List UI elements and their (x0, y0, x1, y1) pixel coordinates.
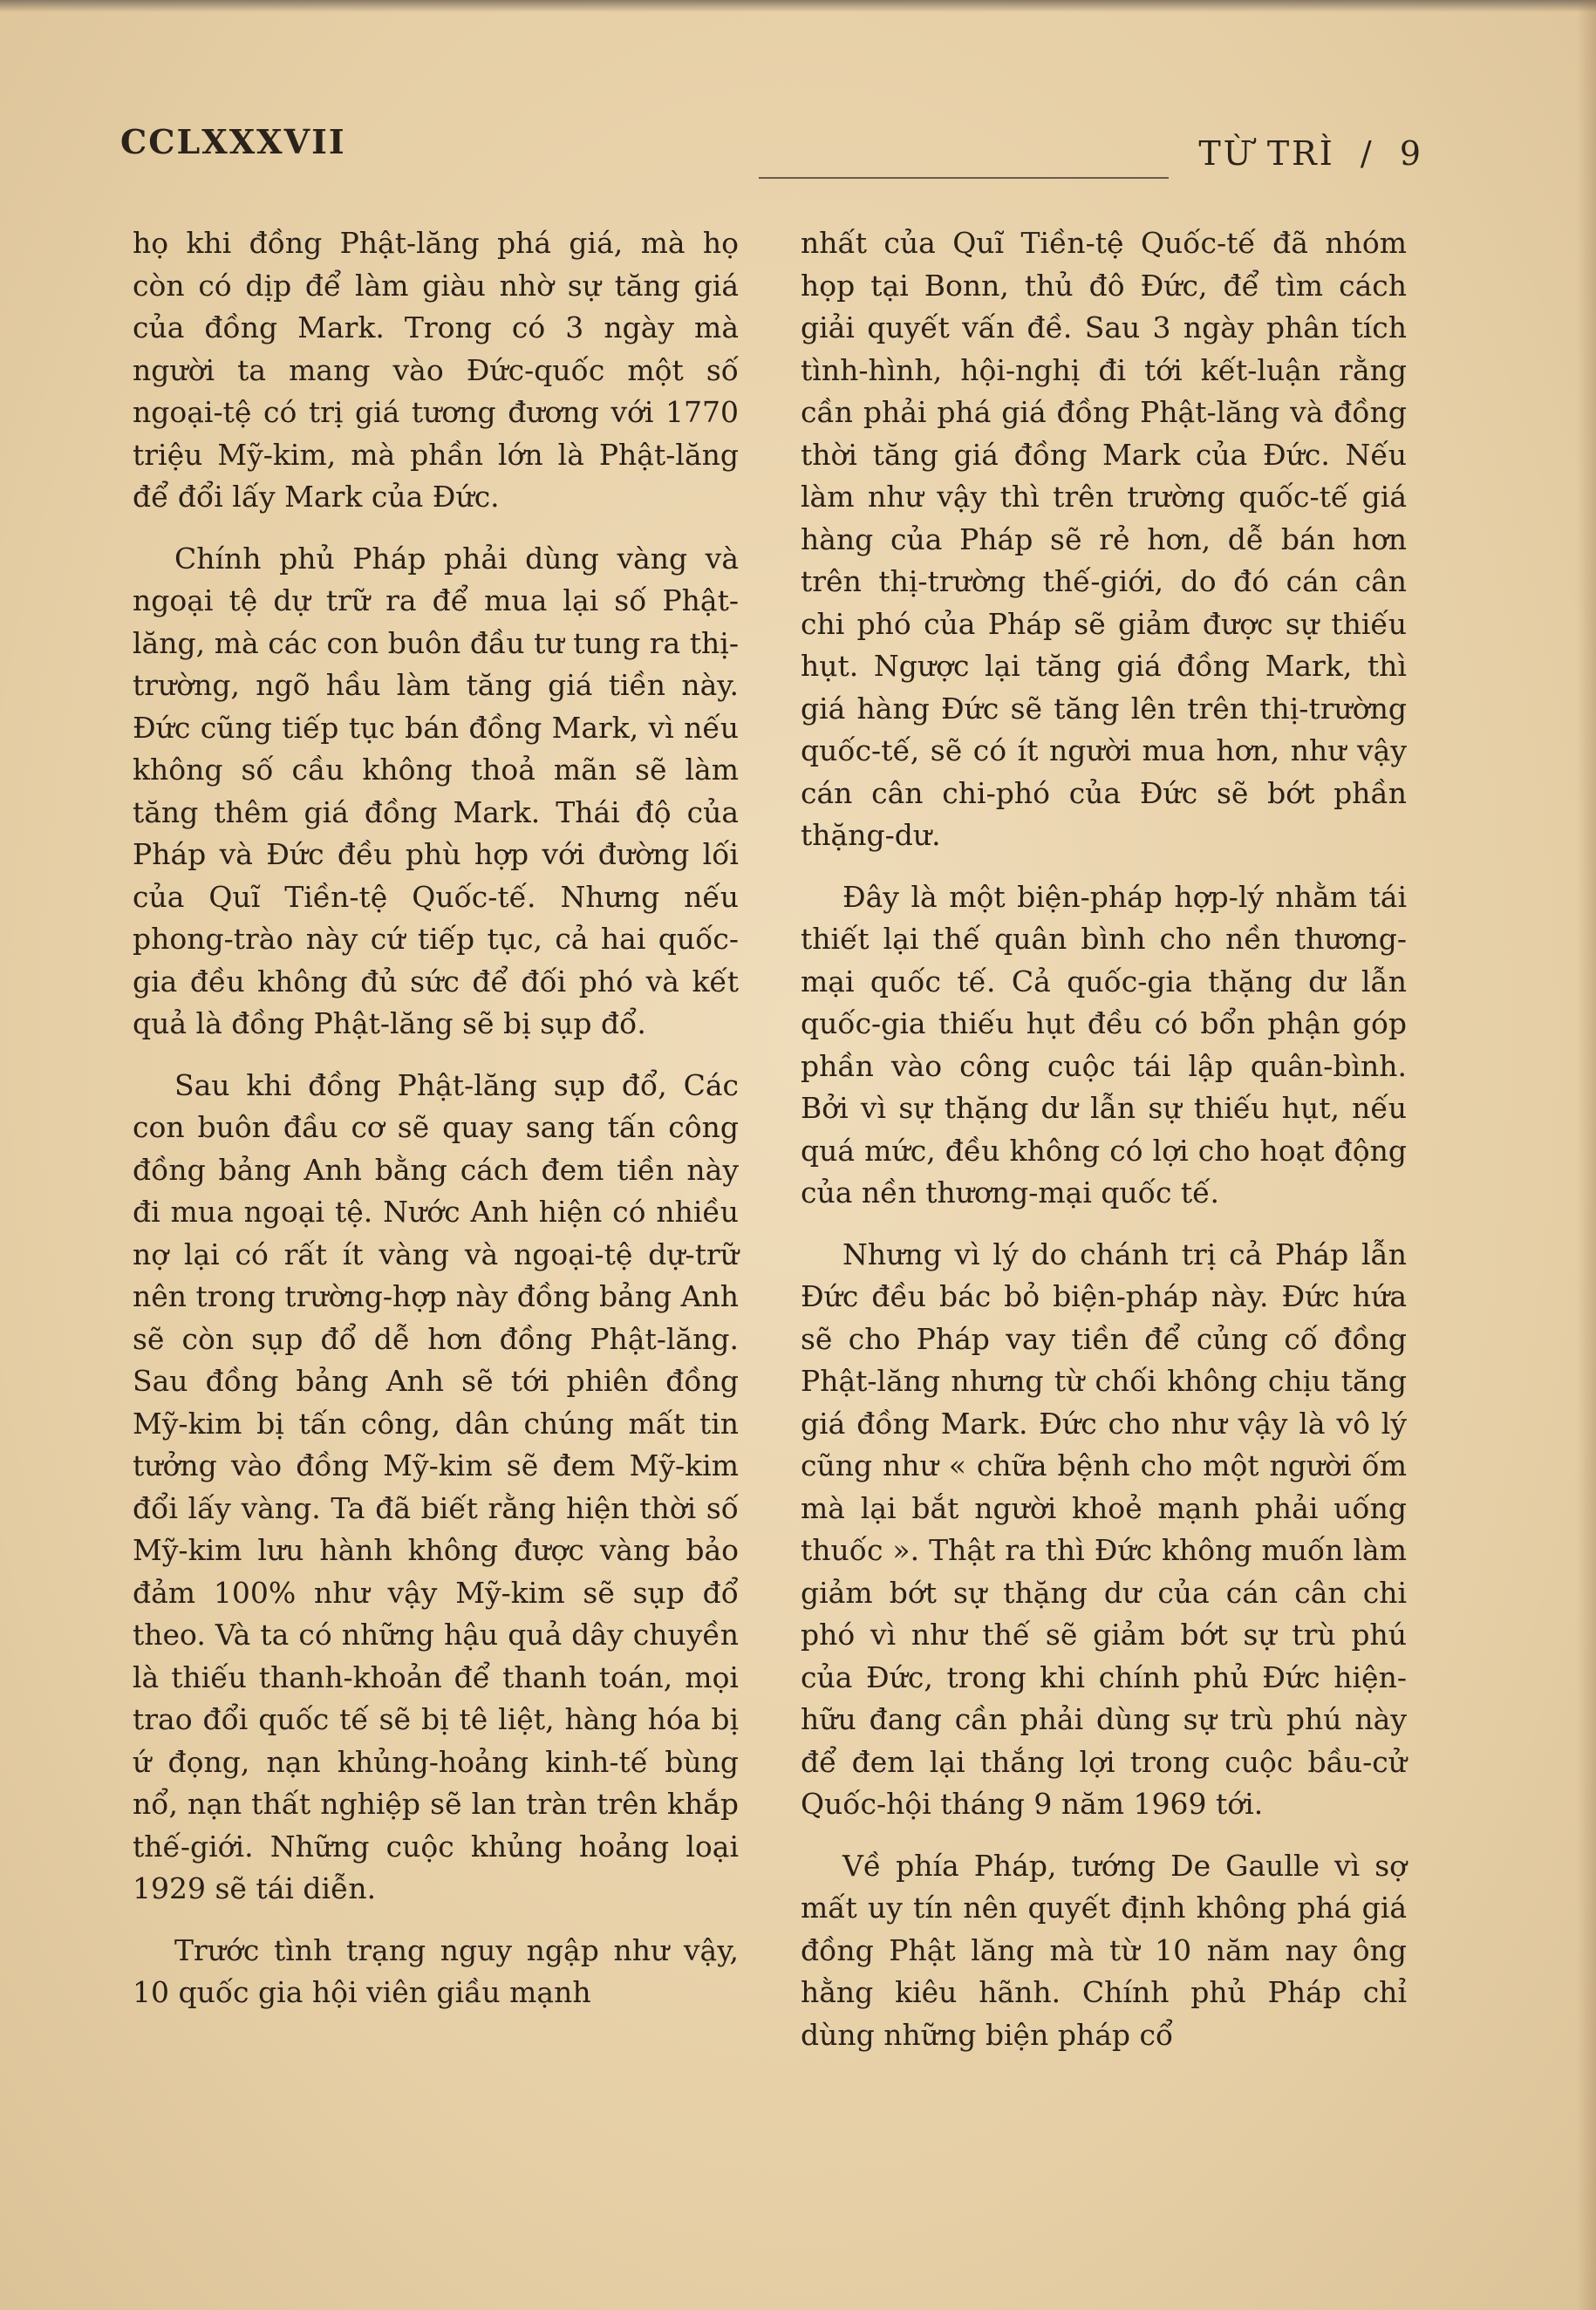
paragraph: họ khi đồng Phật-lăng phá giá, mà họ còn có dịp để làm giàu nhờ sự tăng giá của đồng Mark. Trong có 3 ngày mà người ta mang vào Đức-quốc một số ngoại-tệ có trị giá tương đương với 1770 triệu Mỹ-kim, mà phần lớn là Phật-lăng để đổi lấy Mark của Đức. (133, 226, 739, 514)
paragraph: Sau khi đồng Phật-lăng sụp đổ, Các con buôn đầu cơ sẽ quay sang tấn công đồng bảng Anh bằng cách đem tiền này đi mua ngoại tệ. Nước Anh hiện có nhiều nợ lại có rất ít vàng và ngoại-tệ dự-trữ nên trong trường-hợp này đồng bảng Anh sẽ còn sụp đổ dễ hơn đồng Phật-lăng. Sau đồng bảng Anh sẽ tới phiên đồng Mỹ-kim bị tấn công, dân chúng mất tin tưởng vào đồng Mỹ-kim sẽ đem Mỹ-kim đổi lấy vàng. Ta đã biết rằng hiện thời số Mỹ-kim lưu hành không được vàng bảo đảm 100% như vậy Mỹ-kim sẽ sụp đổ theo. Và ta có những hậu quả dây chuyền là thiếu thanh-khoản để thanh toán, mọi trao đổi quốc tế sẽ bị tê liệt, hàng hóa bị ứ đọng, nạn khủng-hoảng kinh-tế bùng nổ, nạn thất nghiệp sẽ lan tràn trên khắp thế-giới. Những cuộc khủng hoảng loại 1929 sẽ tái diễn. (133, 1067, 739, 1905)
header-separator: / (1360, 134, 1374, 173)
paragraph: Trước tình trạng nguy ngập như vậy, 10 quốc gia hội viên giầu mạnh (133, 1932, 739, 2009)
paragraph: Chính phủ Pháp phải dùng vàng và ngoại tệ dự trữ ra để mua lại số Phật-lăng, mà các con buôn đầu tư tung ra thị-trường, ngõ hầu làm tăng giá tiền này. Đức cũng tiếp tục bán đồng Mark, vì nếu không số cầu không thoả mãn sẽ làm tăng thêm giá đồng Mark. Thái độ của Pháp và Đức đều phù hợp với đường lối của Quĩ Tiền-tệ Quốc-tế. Nhưng nếu phong-trào này cứ tiếp tục, cả hai quốc-gia đều không đủ sức để đối phó và kết quả là đồng Phật-lăng sẽ bị sụp đổ. (133, 541, 739, 1040)
page-number: 9 (1399, 134, 1423, 173)
section-number: CCLXXXVII (120, 122, 346, 161)
running-title: TỪ TRÌ (1198, 134, 1335, 173)
running-header (1198, 134, 1423, 173)
right-column (801, 222, 1407, 2075)
paragraph: Nhưng vì lý do chánh trị cả Pháp lẫn Đức đều bác bỏ biện-pháp này. Đức hứa sẽ cho Pháp vay tiền để củng cố đồng Phật-lăng nhưng từ chối không chịu tăng giá đồng Mark. Đức cho như vậy là vô lý cũng như « chữa bệnh cho một người ốm mà lại bắt người khoẻ mạnh phải uống thuốc ». Thật ra thì Đức không muốn làm giảm bớt sự thặng dư của cán cân chi phó vì như thế sẽ giảm bớt sự trù phú của Đức, trong khi chính phủ Đức hiện-hữu đang cần phải dùng sự trù phú này để đem lại thắng lợi trong cuộc bầu-cử Quốc-hội tháng 9 năm 1969 tới. (801, 1237, 1407, 1821)
paragraph: Về phía Pháp, tướng De Gaulle vì sợ mất uy tín nên quyết định không phá giá đồng Phật lăng mà từ 10 năm nay ông hằng kiêu hãnh. Chính phủ Pháp chỉ dùng những biện pháp cổ (801, 1848, 1407, 2052)
left-column (133, 222, 739, 2034)
paragraph: Đây là một biện-pháp hợp-lý nhằm tái thiết lại thế quân bình cho nền thương-mại quốc tế. Cả quốc-gia thặng dư lẫn quốc-gia thiếu hụt đều có bổn phận góp phần vào công cuộc tái lập quân-bình. Bởi vì sự thặng dư lẫn sự thiếu hụt, nếu quá mức, đều không có lợi cho hoạt động của nền thương-mại quốc tế. (801, 879, 1407, 1210)
header-rule (759, 177, 1169, 179)
paragraph: nhất của Quĩ Tiền-tệ Quốc-tế đã nhóm họp tại Bonn, thủ đô Đức, để tìm cách giải quyết vấn đề. Sau 3 ngày phân tích tình-hình, hội-nghị đi tới kết-luận rằng cần phải phá giá đồng Phật-lăng và đồng thời tăng giá đồng Mark của Đức. Nếu làm như vậy thì trên trường quốc-tế giá hàng của Pháp sẽ rẻ hơn, dễ bán hơn trên thị-trường thế-giới, do đó cán cân chi phó của Pháp sẽ giảm được sự thiếu hụt. Ngược lại tăng giá đồng Mark, thì giá hàng Đức sẽ tăng lên trên thị-trường quốc-tế, sẽ có ít người mua hơn, như vậy cán cân chi-phó của Đức sẽ bớt phần thặng-dư. (801, 226, 1407, 852)
